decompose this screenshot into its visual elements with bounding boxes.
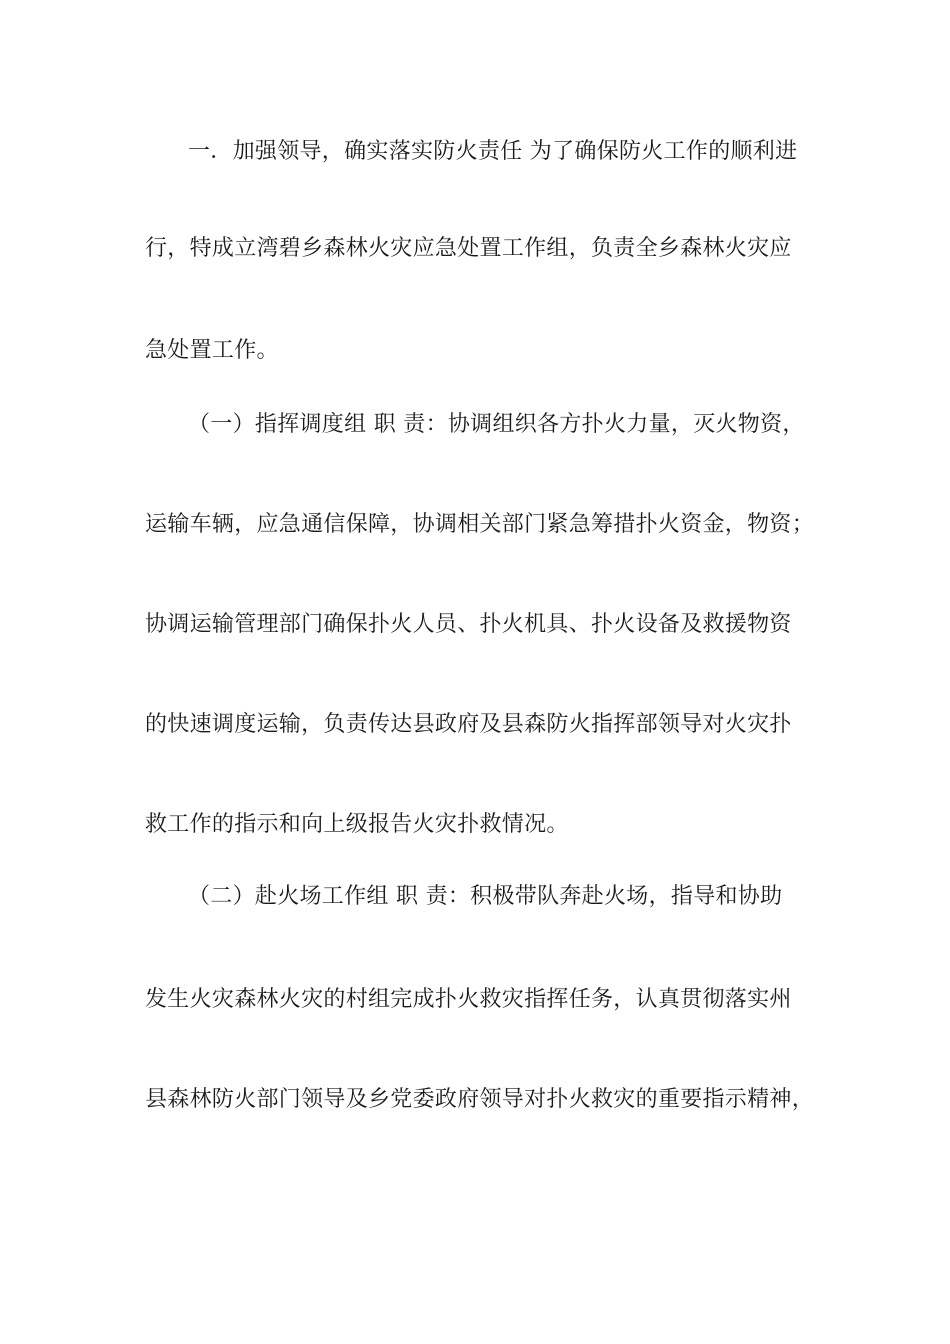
paragraph-1-line-1: 一．加强领导，确实落实防火责任 为了确保防火工作的顺利进: [188, 139, 798, 164]
paragraph-2-line-4: 的快速调度运输，负责传达县政府及县森防火指挥部领导对火灾扑: [145, 712, 792, 737]
paragraph-3-line-2: 发生火灾森林火灾的村组完成扑火救灾指挥任务，认真贯彻落实州: [145, 987, 792, 1012]
paragraph-2-line-2: 运输车辆，应急通信保障，协调相关部门紧急筹措扑火资金，物资；: [145, 512, 815, 537]
paragraph-2-line-1: （一）指挥调度组 职 责：协调组织各方扑火力量，灭火物资，: [188, 412, 805, 437]
paragraph-1-line-3: 急处置工作。: [145, 338, 279, 363]
paragraph-2-line-5: 救工作的指示和向上级报告火灾扑救情况。: [145, 812, 569, 837]
paragraph-1-line-2: 行，特成立湾碧乡森林火灾应急处置工作组，负责全乡森林火灾应: [145, 236, 792, 261]
paragraph-3-line-3: 县森林防火部门领导及乡党委政府领导对扑火救灾的重要指示精神，: [145, 1087, 815, 1112]
paragraph-3-line-1: （二）赴火场工作组 职 责：积极带队奔赴火场，指导和协助: [188, 884, 783, 909]
paragraph-2-line-3: 协调运输管理部门确保扑火人员、扑火机具、扑火设备及救援物资: [145, 612, 792, 637]
